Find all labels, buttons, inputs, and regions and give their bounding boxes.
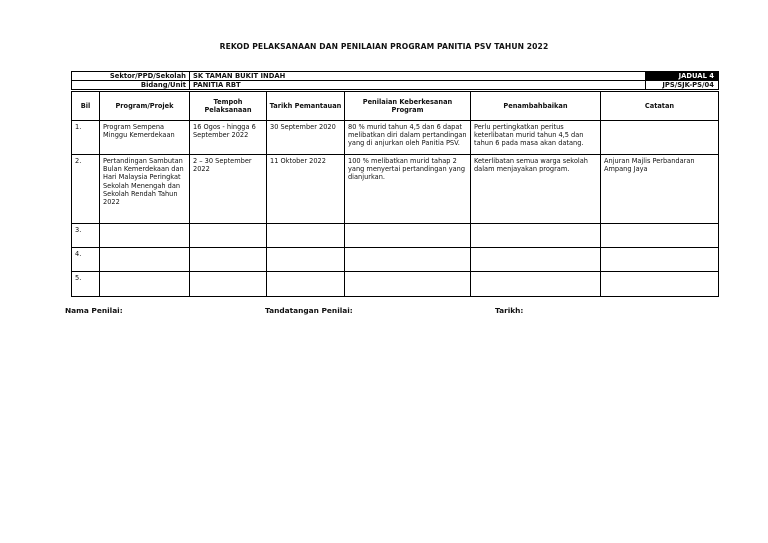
jadual-badge: JADUAL 4	[646, 72, 719, 81]
cell-penambahbaikan: Keterlibatan semua warga sekolah dalam menjayakan program.	[471, 155, 601, 224]
col-header-penilaian: Penilaian Keberkesanan Program	[345, 92, 471, 121]
col-header-bil: Bil	[72, 92, 100, 121]
cell-tempoh	[190, 224, 267, 248]
sektor-value: SK TAMAN BUKIT INDAH	[190, 72, 646, 81]
cell-penilaian	[345, 248, 471, 272]
cell-bil: 5.	[72, 272, 100, 297]
col-header-program: Program/Projek	[100, 92, 190, 121]
col-header-tarikh: Tarikh Pemantauan	[267, 92, 345, 121]
cell-program	[100, 224, 190, 248]
cell-tempoh: 16 Ogos - hingga 6 September 2022	[190, 121, 267, 155]
cell-program	[100, 248, 190, 272]
cell-tempoh: 2 – 30 September 2022	[190, 155, 267, 224]
footer-tarikh: Tarikh:	[495, 306, 524, 315]
program-record-table	[71, 91, 719, 297]
table-row	[72, 121, 719, 155]
cell-tarikh: 11 Oktober 2022	[267, 155, 345, 224]
document-title: REKOD PELAKSANAAN DAN PENILAIAN PROGRAM PANITIA PSV TAHUN 2022	[219, 42, 549, 51]
cell-tempoh	[190, 272, 267, 297]
header-info-table	[71, 71, 719, 90]
cell-penambahbaikan	[471, 248, 601, 272]
cell-catatan	[601, 272, 719, 297]
table-header-row	[72, 92, 719, 121]
cell-program: Program Sempena Minggu Kemerdekaan	[100, 121, 190, 155]
bidang-label: Bidang/Unit	[72, 81, 190, 90]
cell-tarikh	[267, 248, 345, 272]
col-header-tempoh: Tempoh Pelaksanaan	[190, 92, 267, 121]
col-header-penambahbaikan: Penambahbaikan	[471, 92, 601, 121]
cell-catatan	[601, 248, 719, 272]
cell-catatan	[601, 224, 719, 248]
footer-nama-penilai: Nama Penilai:	[65, 306, 123, 315]
col-header-catatan: Catatan	[601, 92, 719, 121]
sektor-label: Sektor/PPD/Sekolah	[72, 72, 190, 81]
cell-bil: 4.	[72, 248, 100, 272]
cell-program	[100, 272, 190, 297]
table-row	[72, 155, 719, 224]
table-row	[72, 272, 719, 297]
table-row	[72, 248, 719, 272]
cell-penilaian	[345, 272, 471, 297]
cell-penilaian	[345, 224, 471, 248]
cell-tarikh	[267, 224, 345, 248]
sektor-row	[72, 72, 719, 81]
cell-penilaian: 80 % murid tahun 4,5 dan 6 dapat melibatkan diri dalam pertandingan yang di anjurkan oleh Panitia PSV.	[345, 121, 471, 155]
cell-penambahbaikan	[471, 224, 601, 248]
reference-code: JPS/SJK-PS/04	[646, 81, 719, 90]
bidang-value: PANITIA RBT	[190, 81, 646, 90]
cell-penilaian: 100 % melibatkan murid tahap 2 yang menyertai pertandingan yang dianjurkan.	[345, 155, 471, 224]
cell-bil: 3.	[72, 224, 100, 248]
table-row	[72, 224, 719, 248]
cell-penambahbaikan: Perlu pertingkatkan peritus keterlibatan murid tahun 4,5 dan tahun 6 pada masa akan datang.	[471, 121, 601, 155]
cell-catatan: Anjuran Majlis Perbandaran Ampang Jaya	[601, 155, 719, 224]
bidang-row	[72, 81, 719, 90]
cell-tarikh	[267, 272, 345, 297]
cell-tarikh: 30 September 2020	[267, 121, 345, 155]
cell-bil: 2.	[72, 155, 100, 224]
footer-tandatangan-penilai: Tandatangan Penilai:	[265, 306, 353, 315]
cell-penambahbaikan	[471, 272, 601, 297]
cell-bil: 1.	[72, 121, 100, 155]
cell-catatan	[601, 121, 719, 155]
cell-program: Pertandingan Sambutan Bulan Kemerdekaan dan Hari Malaysia Peringkat Sekolah Menengah dan Sekolah Rendah Tahun 2022	[100, 155, 190, 224]
cell-tempoh	[190, 248, 267, 272]
